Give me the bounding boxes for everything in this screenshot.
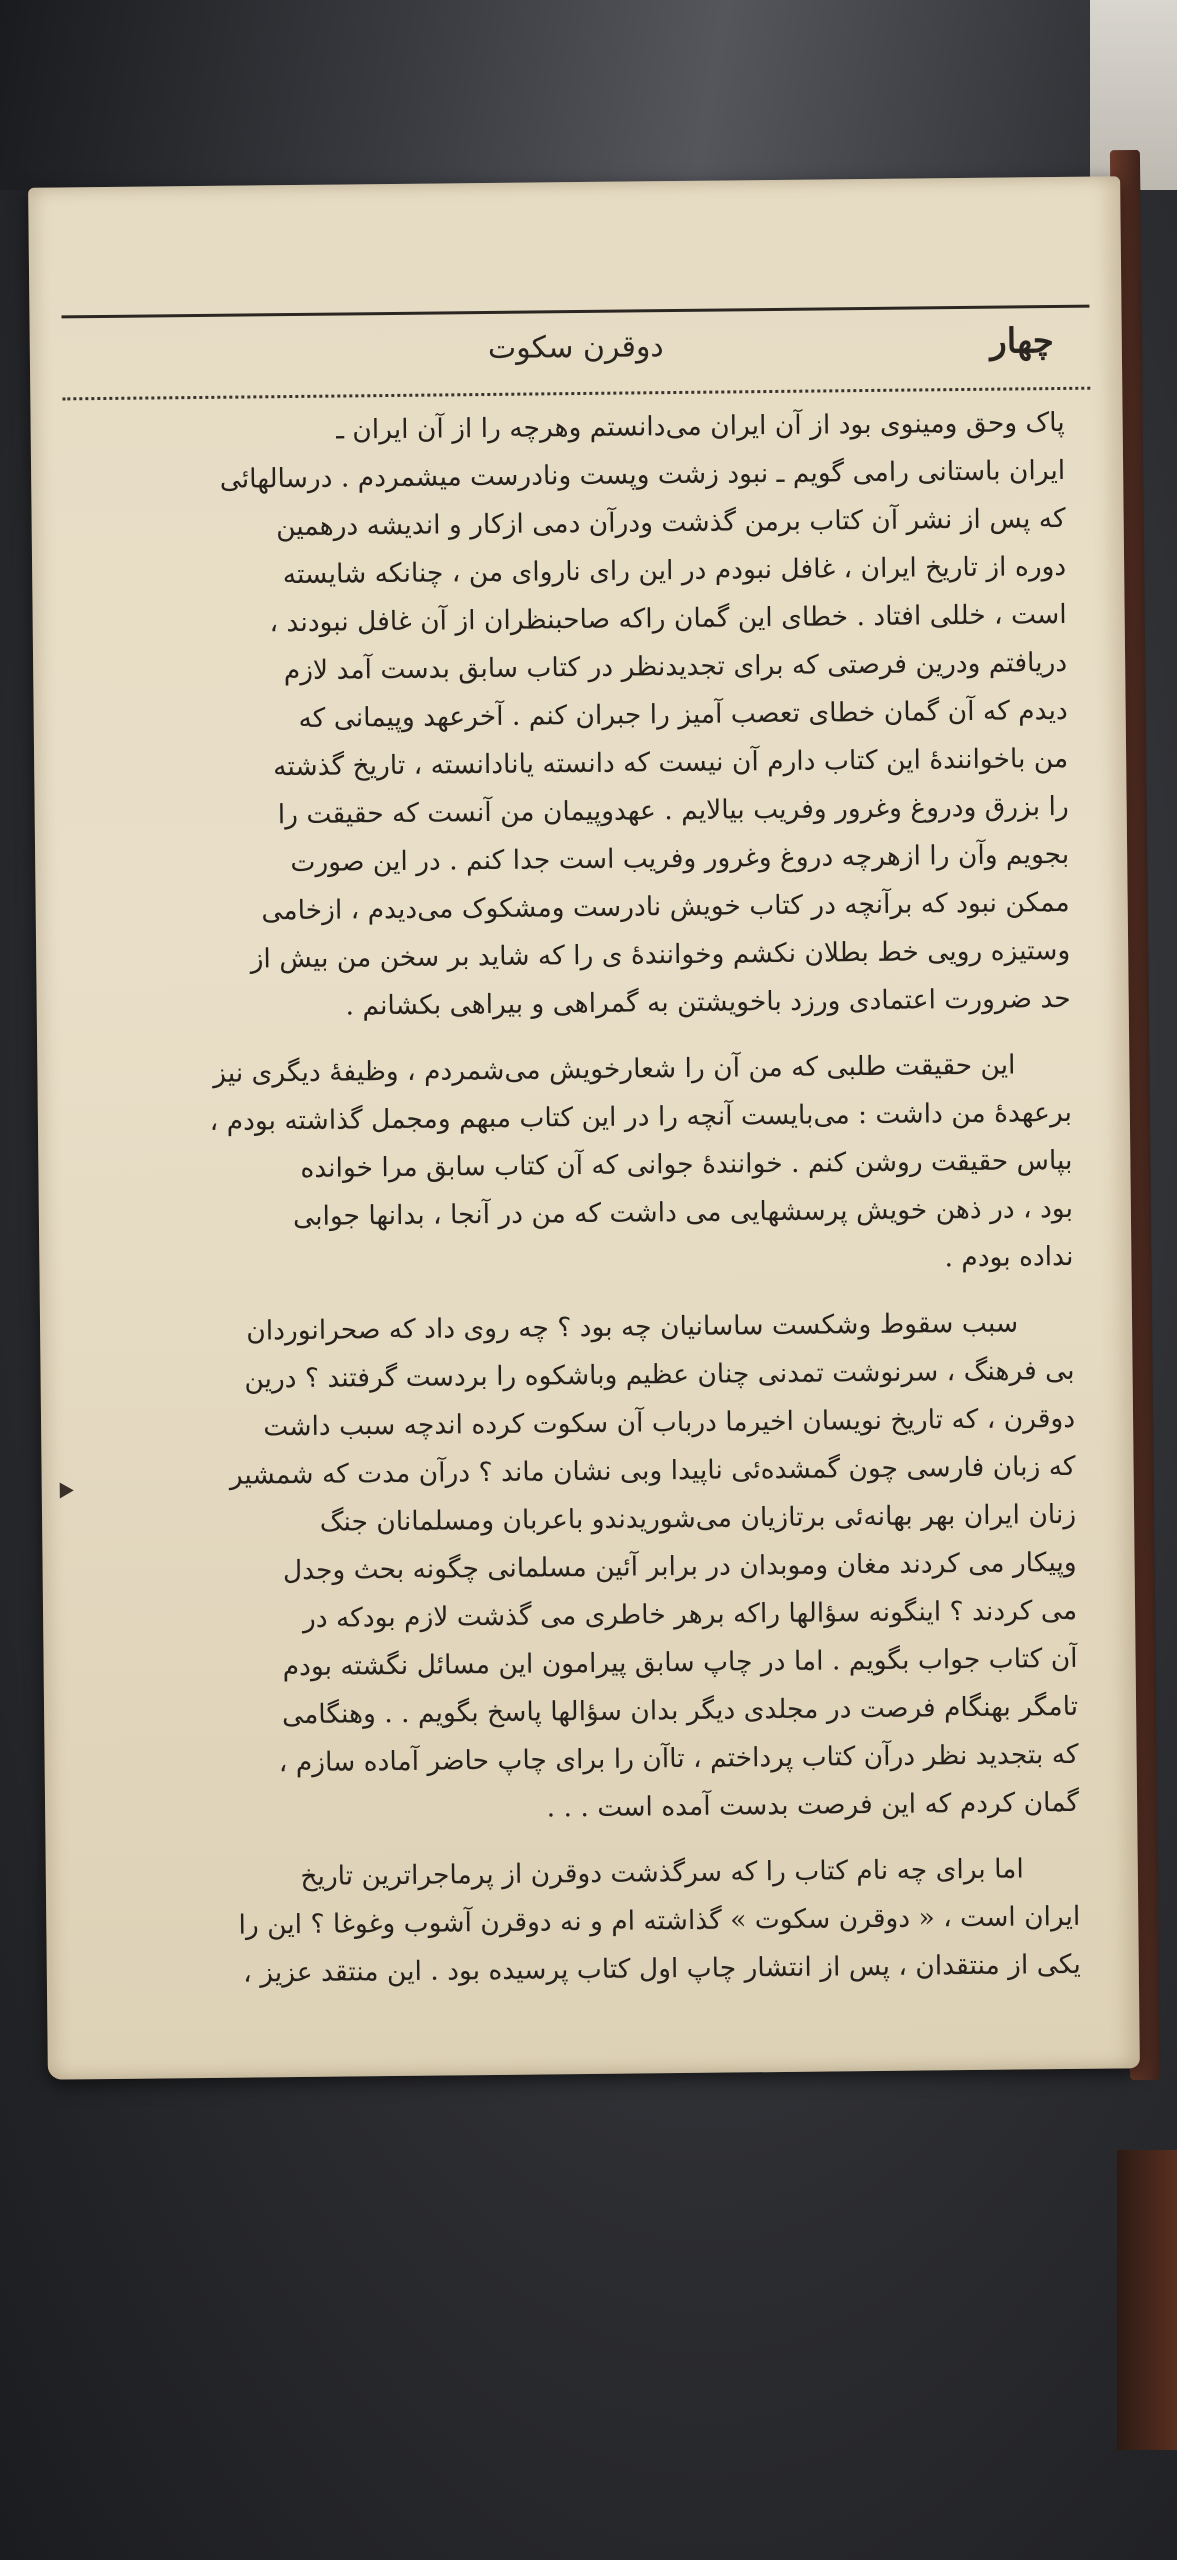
text-line: اما برای چه نام کتاب را که سرگذشت دوقرن از پرماجراترین تاریخ (300, 1853, 1024, 1893)
text-line: بی فرهنگ ، سرنوشت تمدنی چنان عظیم وباشکوه را بردست گرفتند ؟ درین (244, 1354, 1075, 1395)
page-tear-mark (60, 1482, 74, 1498)
background-wood-edge (1117, 2150, 1177, 2450)
header-dotted-rule (62, 387, 1090, 401)
text-line: نداده بودم . (944, 1240, 1074, 1274)
text-line: پاک وحق ومینوی بود از آن ایران می‌دانستم وهرچه را از آن ایران ـ (335, 406, 1065, 446)
paragraph (116, 1845, 1081, 1999)
text-line: سبب سقوط وشکست ساسانیان چه بود ؟ چه روی داد که صحرانوردان (246, 1307, 1019, 1347)
text-line: تامگر بهنگام فرصت در مجلدی دیگر بدان سؤالها پاسخ بگویم . . وهنگامی (281, 1690, 1079, 1731)
text-line: وستیزه رویی خط بطلان نکشم وخوانندهٔ ی را که شاید بر سخن من بیش از (250, 934, 1071, 975)
text-line: بجویم وآن را ازهرچه دروغ وغرور وفریب است جدا کنم . در این صورت (290, 838, 1070, 879)
text-line: این حقیقت طلبی که من آن را شعارخویش می‌شمردم ، وظیفهٔ دیگری نیز (212, 1049, 1016, 1089)
page-header (70, 317, 1083, 388)
text-line: حد ضرورت اعتمادی ورزد باخویشتن به گمراهی و بیراهی بکشانم . (345, 982, 1071, 1022)
text-line: دیدم که آن گمان خطای تعصب آمیز را جبران کنم . آخرعهد وپیمانی که (298, 694, 1068, 734)
text-line: که بتجدید نظر درآن کتاب پرداختم ، تاآن را برای چاپ حاضر آماده سازم ، (278, 1738, 1079, 1779)
text-line: که زبان فارسی چون گمشده‌ئی ناپیدا وبی نشان ماند ؟ درآن مدت که شمشیر (229, 1450, 1076, 1491)
text-line: زنان ایران بهر بهانه‌ئی برتازیان می‌شوریدندو باعربان ومسلمانان جنگ (319, 1498, 1077, 1538)
running-title: دوقرن سکوت (487, 329, 664, 366)
text-line: بود ، در ذهن خویش پرسشهایی می داشت که من در آنجا ، بدانها جوابی (292, 1192, 1074, 1233)
text-line: ایران است ، « دوقرن سکوت » گذاشته ام و نه دوقرن آشوب وغوغا ؟ این را (238, 1900, 1081, 1941)
text-line: ممکن نبود که برآنچه در کتاب خویش نادرست ومشکوک می‌دیدم ، ازخامی (261, 886, 1070, 927)
paragraph (110, 1299, 1079, 1837)
paragraph (100, 399, 1070, 1033)
text-line: برعهدهٔ من داشت : می‌بایست آنچه را در این کتاب مبهم ومجمل گذاشته بودم ، (209, 1096, 1073, 1137)
text-line: دوقرن ، که تاریخ نویسان اخیرما درباب آن سکوت کرده اندچه سبب داشت (263, 1402, 1076, 1443)
page-number: چهار (990, 321, 1054, 362)
text-line: که پس از نشر آن کتاب برمن گذشت ودرآن دمی ازکار و اندیشه درهمین (275, 502, 1066, 543)
text-line: آن کتاب جواب بگویم . اما در چاپ سابق پیرامون این مسائل نگشته بودم (282, 1642, 1078, 1683)
text-line: من باخوانندهٔ این کتاب دارم آن نیست که دانسته یانادانسته ، تاریخ گذشته (273, 742, 1069, 783)
body-text (100, 399, 1081, 1999)
background-fabric (0, 0, 1177, 190)
text-line: است ، خللی افتاد . خطای این گمان راکه صاحبنظران از آن غافل نبودند ، (269, 598, 1067, 639)
text-line: دوره از تاریخ ایران ، غافل نبودم در این رای ناروای من ، چنانکه شایسته (282, 550, 1067, 591)
text-line: گمان کردم که این فرصت بدست آمده است . . . (546, 1786, 1080, 1824)
book-page (28, 176, 1140, 2079)
text-line: می کردند ؟ اینگونه سؤالها راکه برهر خاطری می گذشت لازم بودکه در (302, 1594, 1078, 1634)
text-line: دریافتم ودرین فرصتی که برای تجدیدنظر در کتاب سابق بدست آمد لازم (283, 646, 1068, 687)
paragraph (107, 1041, 1073, 1291)
text-line: بپاس حقیقت روشن کنم . خوانندهٔ جوانی که آن کتاب سابق مرا خوانده (300, 1144, 1073, 1184)
text-line: ایران باستانی رامی گویم ـ نبود زشت وپست ونادرست میشمردم . درسالهائی (219, 454, 1066, 495)
text-line: را بزرق ودروغ وغرور وفریب بیالایم . عهدوپیمان من آنست که حقیقت را (277, 790, 1069, 831)
text-line: وپیکار می کردند مغان وموبدان در برابر آئین مسلمانی چگونه بحث وجدل (282, 1546, 1077, 1587)
header-rule (61, 305, 1089, 319)
text-line: یکی از منتقدان ، پس از انتشار چاپ اول کتاب پرسیده بود . این منتقد عزیز ، (243, 1948, 1081, 1989)
